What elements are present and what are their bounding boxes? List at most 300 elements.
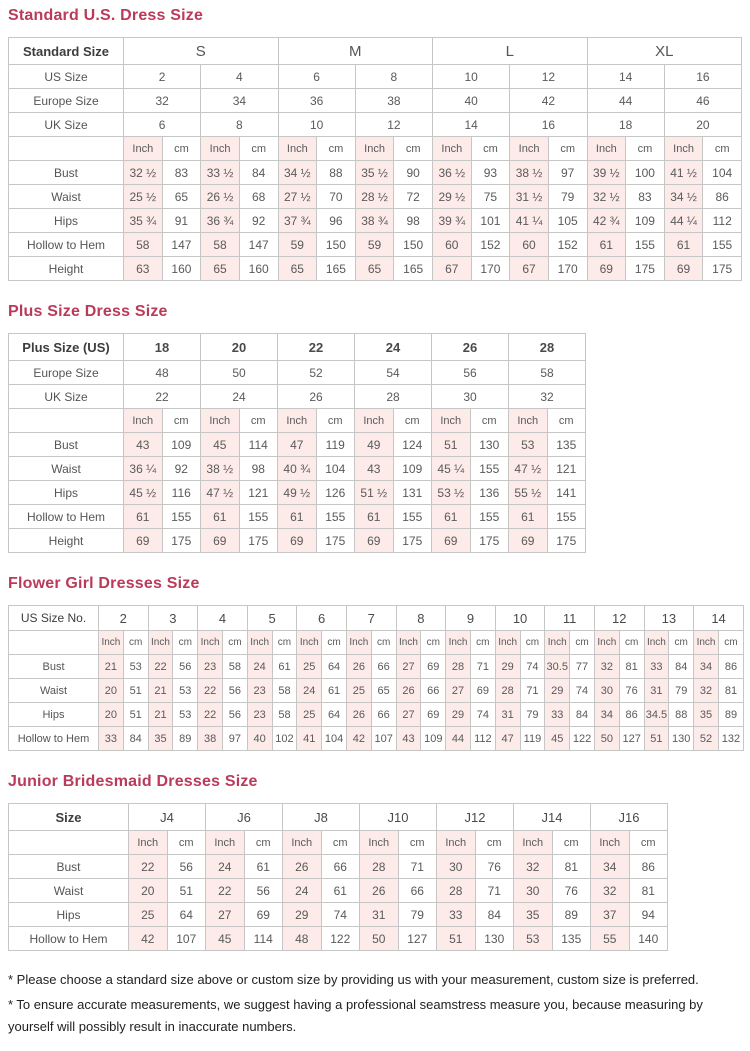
size-value: 10	[433, 65, 510, 89]
measure-inch: 38 ½	[510, 161, 549, 185]
measure-inch: 59	[355, 233, 394, 257]
footnote-seamstress: * To ensure accurate measurements, we suggest having a professional seamstress measure you, because measuring by yourself will possibly result in inaccurate numbers.	[8, 997, 703, 1034]
measure-inch: 58	[201, 233, 240, 257]
footnotes	[8, 969, 742, 1037]
measure-inch: 35 ½	[355, 161, 394, 185]
measure-cm: 89	[718, 703, 743, 727]
measure-inch: 32 ½	[124, 161, 163, 185]
measure-inch: 22	[206, 879, 245, 903]
measure-inch: 61	[124, 505, 163, 529]
size-value: 6	[278, 65, 355, 89]
unit-header-inch: Inch	[591, 831, 630, 855]
measure-inch: 24	[297, 679, 322, 703]
measure-inch: 42	[346, 727, 371, 751]
measure-cm: 155	[547, 505, 586, 529]
measure-inch: 20	[99, 679, 124, 703]
measure-inch: 49	[355, 433, 394, 457]
measure-cm: 90	[394, 161, 433, 185]
size-value: 26	[278, 385, 355, 409]
measure-cm: 152	[471, 233, 510, 257]
size-value: 6	[124, 113, 201, 137]
row-label: Europe Size	[9, 361, 124, 385]
measure-cm: 114	[239, 433, 278, 457]
measure-cm: 122	[570, 727, 595, 751]
size-header: 6	[297, 606, 347, 631]
measure-cm: 97	[548, 161, 587, 185]
measure-cm: 130	[475, 927, 514, 951]
measure-cm: 66	[421, 679, 446, 703]
measure-inch: 31	[644, 679, 669, 703]
measure-cm: 160	[239, 257, 278, 281]
unit-header-inch: Inch	[297, 631, 322, 655]
measure-inch: 31 ½	[510, 185, 549, 209]
measure-inch: 29	[283, 903, 322, 927]
section-title-junior-bridesmaid: Junior Bridesmaid Dresses Size	[8, 773, 258, 790]
measure-cm: 155	[393, 505, 432, 529]
unit-row-spacer	[9, 137, 124, 161]
size-value: 32	[124, 89, 201, 113]
measure-cm: 93	[471, 161, 510, 185]
measure-cm: 58	[272, 703, 297, 727]
measure-cm: 66	[321, 855, 360, 879]
measure-inch: 33	[437, 903, 476, 927]
measure-inch: 28 ½	[355, 185, 394, 209]
measure-cm: 61	[321, 879, 360, 903]
measure-inch: 40	[247, 727, 272, 751]
measure-inch: 41	[297, 727, 322, 751]
measure-inch: 30	[437, 855, 476, 879]
measure-cm: 58	[272, 679, 297, 703]
unit-header-cm: cm	[421, 631, 446, 655]
size-header: 12	[594, 606, 644, 631]
measure-cm: 76	[552, 879, 591, 903]
measure-cm: 65	[371, 679, 396, 703]
size-header: J8	[283, 804, 360, 831]
measure-cm: 109	[162, 433, 201, 457]
measure-cm: 64	[322, 655, 347, 679]
measure-inch: 60	[510, 233, 549, 257]
unit-header-cm: cm	[475, 831, 514, 855]
measure-inch: 49 ½	[278, 481, 317, 505]
measure-cm: 96	[317, 209, 356, 233]
unit-header-inch: Inch	[129, 831, 168, 855]
measure-inch: 47 ½	[201, 481, 240, 505]
unit-header-inch: Inch	[124, 409, 163, 433]
measure-cm: 68	[239, 185, 278, 209]
measure-cm: 124	[393, 433, 432, 457]
size-header: J10	[360, 804, 437, 831]
measure-cm: 155	[470, 505, 509, 529]
measure-inch: 41 ¼	[510, 209, 549, 233]
unit-header-inch: Inch	[545, 631, 570, 655]
measure-cm: 170	[548, 257, 587, 281]
measure-cm: 56	[244, 879, 283, 903]
measure-inch: 27	[446, 679, 471, 703]
unit-header-cm: cm	[173, 631, 198, 655]
row-label: Europe Size	[9, 89, 124, 113]
size-header: 3	[148, 606, 198, 631]
measure-inch: 32 ½	[587, 185, 626, 209]
unit-header-inch: Inch	[509, 409, 548, 433]
measure-inch: 45	[545, 727, 570, 751]
measure-cm: 107	[167, 927, 206, 951]
size-value: 54	[355, 361, 432, 385]
unit-header-inch: Inch	[124, 137, 163, 161]
measure-inch: 23	[247, 703, 272, 727]
measure-inch: 33 ½	[201, 161, 240, 185]
measure-cm: 175	[162, 529, 201, 553]
measure-inch: 61	[278, 505, 317, 529]
measure-inch: 24	[283, 879, 322, 903]
row-label: Height	[9, 529, 124, 553]
size-header: 18	[124, 334, 201, 361]
unit-header-inch: Inch	[148, 631, 173, 655]
row-label: Hollow to Hem	[9, 505, 124, 529]
measure-inch: 26	[396, 679, 421, 703]
measure-inch: 22	[198, 679, 223, 703]
size-value: 18	[587, 113, 664, 137]
unit-header-cm: cm	[398, 831, 437, 855]
measure-cm: 155	[162, 505, 201, 529]
size-value: 44	[587, 89, 664, 113]
standard-size-table	[8, 37, 742, 281]
group-header: M	[278, 38, 433, 65]
measure-inch: 27 ½	[278, 185, 317, 209]
measure-cm: 76	[475, 855, 514, 879]
measure-cm: 66	[371, 655, 396, 679]
measure-inch: 51 ½	[355, 481, 394, 505]
measure-inch: 28	[495, 679, 520, 703]
size-value: 8	[355, 65, 432, 89]
measure-cm: 152	[548, 233, 587, 257]
measure-inch: 51	[437, 927, 476, 951]
unit-header-inch: Inch	[594, 631, 619, 655]
measure-cm: 51	[167, 879, 206, 903]
measure-inch: 20	[129, 879, 168, 903]
measure-inch: 69	[278, 529, 317, 553]
measure-cm: 150	[317, 233, 356, 257]
measure-cm: 61	[272, 655, 297, 679]
measure-cm: 92	[162, 457, 201, 481]
measure-inch: 37 ¾	[278, 209, 317, 233]
measure-cm: 84	[239, 161, 278, 185]
measure-inch: 39 ½	[587, 161, 626, 185]
measure-inch: 44	[446, 727, 471, 751]
unit-header-cm: cm	[371, 631, 396, 655]
row-label: Hips	[9, 903, 129, 927]
size-value: 14	[433, 113, 510, 137]
measure-cm: 61	[244, 855, 283, 879]
measure-inch: 61	[432, 505, 471, 529]
measure-inch: 61	[587, 233, 626, 257]
measure-cm: 75	[471, 185, 510, 209]
measure-cm: 122	[321, 927, 360, 951]
measure-inch: 55	[591, 927, 630, 951]
measure-inch: 55 ½	[509, 481, 548, 505]
unit-header-cm: cm	[626, 137, 665, 161]
measure-cm: 88	[669, 703, 694, 727]
size-value: 28	[355, 385, 432, 409]
measure-cm: 132	[718, 727, 743, 751]
row-label: Height	[9, 257, 124, 281]
measure-inch: 34 ½	[278, 161, 317, 185]
row-label: Hips	[9, 481, 124, 505]
unit-header-inch: Inch	[694, 631, 719, 655]
measure-cm: 71	[398, 855, 437, 879]
section-title-standard: Standard U.S. Dress Size	[8, 7, 204, 24]
measure-inch: 36 ¾	[201, 209, 240, 233]
measure-inch: 40 ¾	[278, 457, 317, 481]
measure-cm: 105	[548, 209, 587, 233]
unit-header-cm: cm	[394, 137, 433, 161]
section-title-plus: Plus Size Dress Size	[8, 303, 168, 320]
unit-header-inch: Inch	[396, 631, 421, 655]
row-label: Waist	[9, 679, 99, 703]
measure-inch: 45 ¼	[432, 457, 471, 481]
unit-header-cm: cm	[162, 137, 201, 161]
measure-cm: 86	[629, 855, 668, 879]
measure-cm: 104	[322, 727, 347, 751]
measure-inch: 26	[346, 655, 371, 679]
measure-inch: 60	[433, 233, 472, 257]
measure-cm: 51	[123, 679, 148, 703]
unit-header-cm: cm	[317, 137, 356, 161]
measure-cm: 74	[570, 679, 595, 703]
measure-inch: 29 ½	[433, 185, 472, 209]
measure-inch: 39 ¾	[433, 209, 472, 233]
measure-cm: 66	[398, 879, 437, 903]
size-value: 12	[510, 65, 587, 89]
measure-inch: 31	[495, 703, 520, 727]
unit-header-inch: Inch	[433, 137, 472, 161]
plus-size-table	[8, 333, 586, 553]
measure-cm: 150	[394, 233, 433, 257]
measure-cm: 112	[470, 727, 495, 751]
unit-header-cm: cm	[272, 631, 297, 655]
measure-inch: 25	[297, 655, 322, 679]
measure-cm: 89	[173, 727, 198, 751]
measure-cm: 69	[470, 679, 495, 703]
size-value: 16	[664, 65, 741, 89]
size-value: 48	[124, 361, 201, 385]
corner-label: Plus Size (US)	[9, 334, 124, 361]
unit-header-cm: cm	[718, 631, 743, 655]
measure-cm: 53	[173, 703, 198, 727]
measure-inch: 21	[148, 679, 173, 703]
measure-inch: 48	[283, 927, 322, 951]
measure-cm: 119	[316, 433, 355, 457]
size-header: 24	[355, 334, 432, 361]
measure-inch: 69	[355, 529, 394, 553]
measure-cm: 81	[552, 855, 591, 879]
measure-inch: 27	[396, 655, 421, 679]
measure-inch: 50	[594, 727, 619, 751]
measure-cm: 126	[316, 481, 355, 505]
measure-cm: 86	[619, 703, 644, 727]
measure-inch: 31	[360, 903, 399, 927]
size-value: 10	[278, 113, 355, 137]
measure-cm: 69	[421, 655, 446, 679]
measure-cm: 135	[547, 433, 586, 457]
measure-cm: 79	[669, 679, 694, 703]
measure-cm: 175	[239, 529, 278, 553]
measure-inch: 25 ½	[124, 185, 163, 209]
measure-cm: 72	[394, 185, 433, 209]
measure-cm: 130	[470, 433, 509, 457]
measure-cm: 53	[123, 655, 148, 679]
size-value: 20	[664, 113, 741, 137]
measure-cm: 70	[317, 185, 356, 209]
unit-header-cm: cm	[703, 137, 742, 161]
measure-cm: 147	[239, 233, 278, 257]
unit-header-cm: cm	[239, 409, 278, 433]
measure-cm: 86	[718, 655, 743, 679]
measure-cm: 64	[167, 903, 206, 927]
measure-cm: 175	[626, 257, 665, 281]
measure-cm: 51	[123, 703, 148, 727]
unit-header-inch: Inch	[437, 831, 476, 855]
size-value: 24	[201, 385, 278, 409]
measure-inch: 52	[694, 727, 719, 751]
measure-cm: 56	[222, 703, 247, 727]
unit-header-inch: Inch	[278, 137, 317, 161]
unit-header-inch: Inch	[664, 137, 703, 161]
measure-inch: 69	[124, 529, 163, 553]
unit-header-cm: cm	[222, 631, 247, 655]
measure-cm: 94	[629, 903, 668, 927]
measure-inch: 26	[346, 703, 371, 727]
measure-cm: 141	[547, 481, 586, 505]
row-label: Waist	[9, 185, 124, 209]
row-label: Hollow to Hem	[9, 927, 129, 951]
measure-inch: 28	[446, 655, 471, 679]
measure-cm: 81	[619, 655, 644, 679]
unit-row-spacer	[9, 631, 99, 655]
measure-cm: 56	[173, 655, 198, 679]
measure-inch: 32	[594, 655, 619, 679]
measure-inch: 36 ½	[433, 161, 472, 185]
size-header: J4	[129, 804, 206, 831]
unit-header-inch: Inch	[198, 631, 223, 655]
measure-inch: 34 ½	[664, 185, 703, 209]
measure-inch: 32	[514, 855, 553, 879]
measure-inch: 34.5	[644, 703, 669, 727]
size-header: 10	[495, 606, 545, 631]
measure-cm: 84	[475, 903, 514, 927]
size-header: 20	[201, 334, 278, 361]
measure-cm: 56	[167, 855, 206, 879]
unit-header-cm: cm	[123, 631, 148, 655]
unit-header-cm: cm	[629, 831, 668, 855]
size-value: 36	[278, 89, 355, 113]
unit-header-cm: cm	[669, 631, 694, 655]
row-label: Hips	[9, 703, 99, 727]
measure-inch: 42	[129, 927, 168, 951]
measure-cm: 74	[470, 703, 495, 727]
group-header: L	[433, 38, 588, 65]
measure-inch: 33	[99, 727, 124, 751]
size-value: 34	[201, 89, 278, 113]
measure-inch: 26	[360, 879, 399, 903]
measure-inch: 21	[99, 655, 124, 679]
unit-header-cm: cm	[316, 409, 355, 433]
measure-inch: 34	[591, 855, 630, 879]
measure-inch: 24	[206, 855, 245, 879]
footnote-custom-size: * Please choose a standard size above or custom size by providing us with your measurement, custom size is preferred.	[8, 972, 699, 987]
measure-cm: 109	[421, 727, 446, 751]
measure-inch: 47	[495, 727, 520, 751]
measure-inch: 67	[510, 257, 549, 281]
measure-cm: 131	[393, 481, 432, 505]
measure-cm: 147	[162, 233, 201, 257]
measure-inch: 20	[99, 703, 124, 727]
unit-header-inch: Inch	[355, 409, 394, 433]
corner-label: Size	[9, 804, 129, 831]
size-header: J14	[514, 804, 591, 831]
measure-cm: 175	[316, 529, 355, 553]
measure-inch: 26 ½	[201, 185, 240, 209]
unit-header-inch: Inch	[278, 409, 317, 433]
measure-cm: 56	[222, 679, 247, 703]
measure-cm: 165	[394, 257, 433, 281]
measure-inch: 65	[355, 257, 394, 281]
size-value: 32	[509, 385, 586, 409]
row-label: Hollow to Hem	[9, 233, 124, 257]
unit-header-inch: Inch	[432, 409, 471, 433]
measure-cm: 79	[548, 185, 587, 209]
measure-inch: 35	[694, 703, 719, 727]
measure-inch: 42 ¾	[587, 209, 626, 233]
measure-cm: 76	[619, 679, 644, 703]
size-value: 4	[201, 65, 278, 89]
unit-header-cm: cm	[321, 831, 360, 855]
measure-cm: 127	[398, 927, 437, 951]
measure-cm: 53	[173, 679, 198, 703]
measure-inch: 35	[514, 903, 553, 927]
measure-cm: 79	[520, 703, 545, 727]
size-value: 16	[510, 113, 587, 137]
junior-bridesmaid-size-table	[8, 803, 668, 951]
measure-cm: 155	[316, 505, 355, 529]
measure-cm: 175	[470, 529, 509, 553]
measure-inch: 35	[148, 727, 173, 751]
measure-cm: 140	[629, 927, 668, 951]
measure-cm: 155	[470, 457, 509, 481]
row-label: Bust	[9, 433, 124, 457]
size-header: 9	[446, 606, 496, 631]
measure-cm: 77	[570, 655, 595, 679]
measure-cm: 71	[470, 655, 495, 679]
measure-inch: 58	[124, 233, 163, 257]
unit-row-spacer	[9, 831, 129, 855]
measure-cm: 74	[321, 903, 360, 927]
measure-inch: 25	[129, 903, 168, 927]
size-header: 5	[247, 606, 297, 631]
measure-inch: 22	[198, 703, 223, 727]
measure-inch: 34	[594, 703, 619, 727]
measure-inch: 22	[148, 655, 173, 679]
measure-cm: 155	[239, 505, 278, 529]
measure-inch: 61	[509, 505, 548, 529]
measure-inch: 63	[124, 257, 163, 281]
size-header: 26	[432, 334, 509, 361]
measure-inch: 34	[694, 655, 719, 679]
measure-cm: 71	[475, 879, 514, 903]
measure-cm: 170	[471, 257, 510, 281]
measure-cm: 121	[547, 457, 586, 481]
measure-inch: 32	[591, 879, 630, 903]
measure-inch: 53	[514, 927, 553, 951]
